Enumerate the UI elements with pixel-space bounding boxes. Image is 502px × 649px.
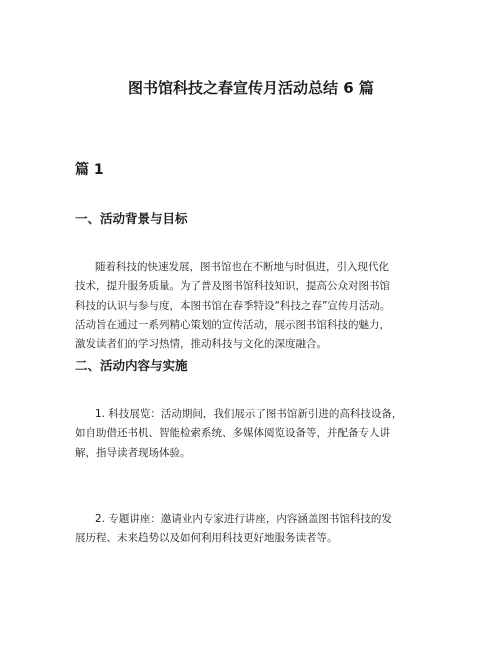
part-heading: 篇 1 <box>75 162 104 178</box>
paragraph-background <box>75 258 445 354</box>
paragraph-line: 随着科技的快速发展，图书馆也在不断地与时俱进，引入现代化 <box>95 261 389 273</box>
paragraph-line: 解，指导读者现场体验。 <box>75 446 191 459</box>
paragraph-line: 科技的认识与参与度，本图书馆在春季特设“科技之春”宣传月活动。 <box>75 299 391 312</box>
section-heading-background: 一、活动背景与目标 <box>75 211 188 226</box>
list-item-lecture <box>75 510 445 549</box>
paragraph-line: 2. 专题讲座：邀请业内专家进行讲座，内容涵盖图书馆科技的发 <box>95 513 392 525</box>
paragraph-line: 1. 科技展览：活动期间，我们展示了图书馆新引进的高科技设备， <box>95 408 403 420</box>
document-title: 图书馆科技之春宣传月活动总结 6 篇 <box>128 79 374 97</box>
paragraph-line: 如自助借还书机、智能检索系统、多媒体阅览设备等，并配备专人讲 <box>75 427 390 440</box>
list-item-exhibition <box>75 405 445 463</box>
paragraph-line: 技术，提升服务质量。为了普及图书馆科技知识，提高公众对图书馆 <box>75 280 390 293</box>
paragraph-line: 展历程、未来趋势以及如何利用科技更好地服务读者等。 <box>75 532 338 545</box>
section-heading-content: 二、活动内容与实施 <box>75 358 188 373</box>
paragraph-line: 活动旨在通过一系列精心策划的宣传活动，展示图书馆科技的魅力， <box>75 318 390 331</box>
paragraph-line: 激发读者们的学习热情，推动科技与文化的深度融合。 <box>75 338 327 351</box>
